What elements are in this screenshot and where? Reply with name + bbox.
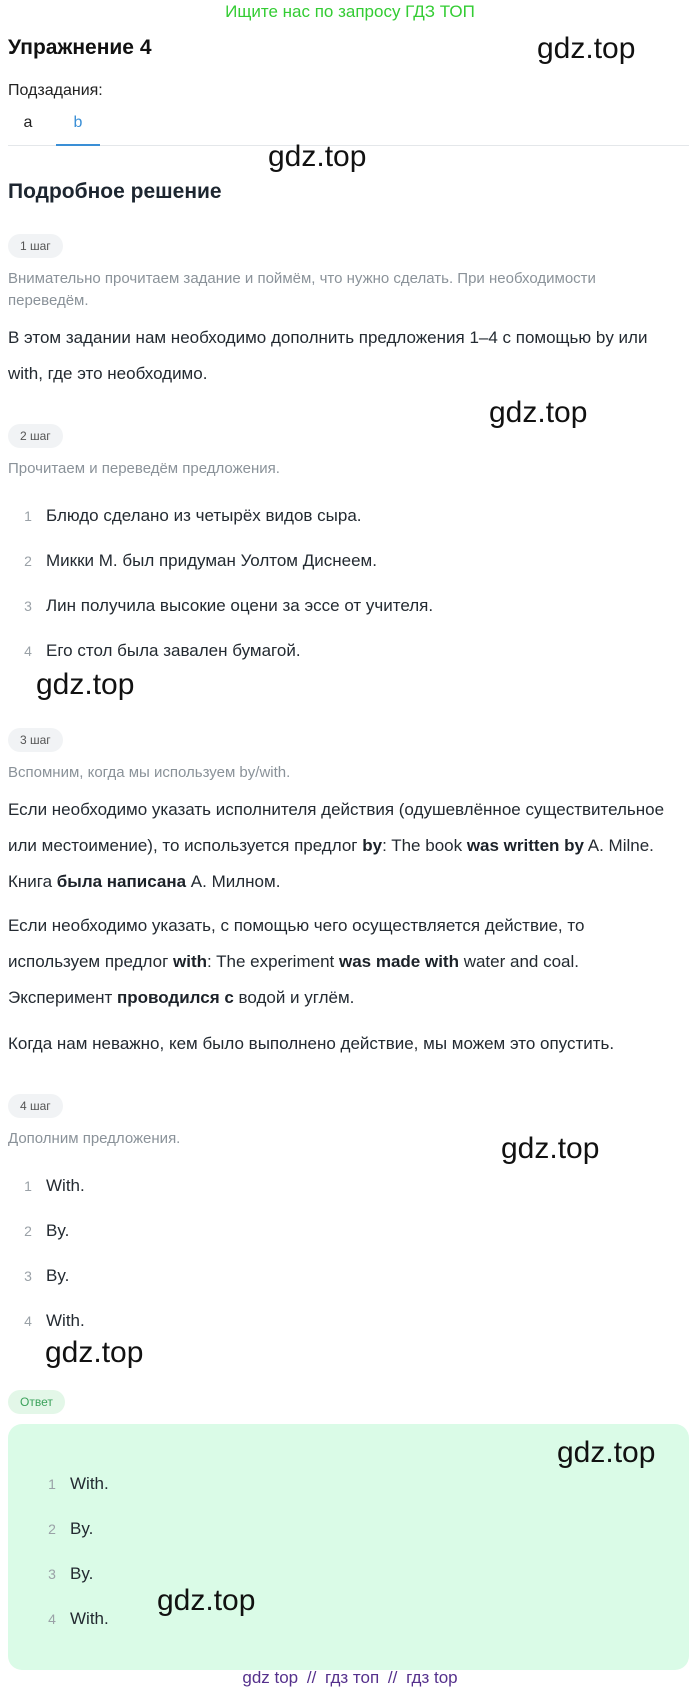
rule-paragraph: Если необходимо указать исполнителя действия (одушевлённое существительное или местоимение), то используется предлог by: The book was written by A. Milne. Книга была написана А. Милном.	[8, 800, 665, 891]
footer-link[interactable]: гдз top	[406, 1668, 458, 1687]
step-instruction: Внимательно прочитаем задание и поймём, что нужно сделать. При необходимости переведём.	[8, 270, 596, 309]
step-badge: 4 шаг	[8, 1094, 63, 1118]
step-badge: 3 шаг	[8, 728, 63, 752]
list-item	[18, 594, 433, 618]
watermark: gdz.top	[36, 668, 135, 701]
item-number: 4	[24, 643, 32, 659]
answer-item	[42, 1562, 93, 1586]
exercise-title: Упражнение 4	[8, 36, 152, 59]
item-text: By.	[70, 1519, 94, 1538]
item-number: 3	[24, 598, 32, 614]
item-number: 4	[24, 1313, 32, 1329]
item-text: Микки М. был придуман Уолтом Диснеем.	[46, 551, 377, 570]
item-text: By.	[70, 1564, 94, 1583]
item-text: With.	[70, 1474, 109, 1493]
footer-separator: //	[306, 1668, 317, 1687]
item-number: 1	[48, 1476, 56, 1492]
list-item	[18, 1309, 85, 1333]
step-instruction: Прочитаем и переведём предложения.	[8, 460, 280, 477]
step-instruction: Вспомним, когда мы используем by/with.	[8, 764, 291, 781]
rule-paragraph: Если необходимо указать, с помощью чего осуществляется действие, то используем предлог with: The experiment was made with water and coal. Эксперимент проводился с водой и углём.	[8, 916, 585, 1007]
item-text: With.	[70, 1609, 109, 1628]
footer-link[interactable]: gdz top	[242, 1668, 299, 1687]
item-number: 1	[24, 508, 32, 524]
subtasks-label: Подзадания:	[8, 82, 103, 99]
step-text: В этом задании нам необходимо дополнить предложения 1–4 с помощью by или with, где это необходимо.	[8, 328, 648, 383]
footer-link[interactable]: гдз топ	[325, 1668, 380, 1687]
item-number: 2	[48, 1521, 56, 1537]
watermark: gdz.top	[501, 1132, 600, 1165]
tab-a[interactable]: a	[23, 114, 33, 131]
list-item	[18, 549, 377, 573]
list-item	[18, 639, 301, 663]
item-number: 4	[48, 1611, 56, 1627]
step-instruction: Дополним предложения.	[8, 1130, 181, 1147]
item-text: By.	[46, 1266, 70, 1285]
watermark: gdz.top	[537, 32, 636, 65]
watermark: gdz.top	[45, 1336, 144, 1369]
item-number: 3	[48, 1566, 56, 1582]
answer-item	[42, 1517, 93, 1541]
list-item	[18, 504, 362, 528]
item-text: By.	[46, 1221, 70, 1240]
answer-badge: Ответ	[8, 1390, 65, 1414]
step-badge: 2 шаг	[8, 424, 63, 448]
watermark: gdz.top	[268, 140, 367, 173]
answer-item	[42, 1607, 109, 1631]
answer-item	[42, 1472, 109, 1496]
list-item	[18, 1174, 85, 1198]
rule-paragraph: Когда нам неважно, кем было выполнено действие, мы можем это опустить.	[8, 1034, 615, 1053]
item-number: 2	[24, 553, 32, 569]
item-number: 1	[24, 1178, 32, 1194]
footer-links	[0, 1666, 700, 1690]
item-number: 2	[24, 1223, 32, 1239]
item-text: Лин получила высокие оцени за эссе от учителя.	[46, 596, 434, 615]
item-text: Его стол была завален бумагой.	[46, 641, 301, 660]
watermark: gdz.top	[157, 1584, 256, 1617]
item-text: With.	[46, 1311, 85, 1330]
item-text: Блюдо сделано из четырёх видов сыра.	[46, 506, 362, 525]
list-item	[18, 1264, 69, 1288]
watermark: gdz.top	[489, 396, 588, 429]
top-banner[interactable]: Ищите нас по запросу ГДЗ ТОП	[225, 2, 475, 21]
list-item	[18, 1219, 69, 1243]
tab-b[interactable]: b	[56, 108, 100, 146]
step-badge: 1 шаг	[8, 234, 63, 258]
watermark: gdz.top	[557, 1436, 656, 1469]
section-title: Подробное решение	[8, 180, 222, 203]
footer-separator: //	[387, 1668, 398, 1687]
item-number: 3	[24, 1268, 32, 1284]
item-text: With.	[46, 1176, 85, 1195]
